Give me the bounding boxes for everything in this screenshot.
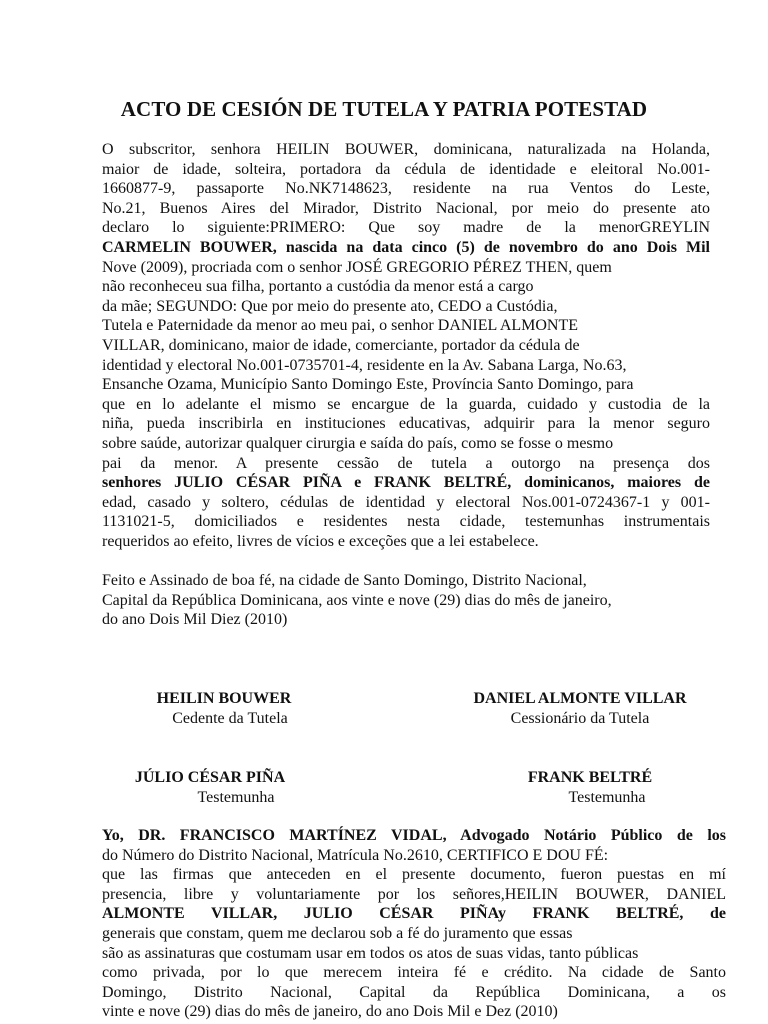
declaration-line: O subscritor, senhora HEILIN BOUWER, dominicana, naturalizada na Holanda,	[102, 141, 710, 158]
declaration-line: Ensanche Ozama, Município Santo Domingo Este, Província Santo Domingo, para	[102, 376, 634, 394]
declaration-line: maior de idade, solteira, portadora da cédula de identidade e eleitoral No.001-	[102, 160, 710, 178]
declaration-line: 1660877-9, passaporte No.NK7148623, residente na rua Ventos do Leste,	[102, 180, 710, 198]
witness2-role: Testemunha	[568, 789, 646, 806]
document-title: ACTO DE CESIÓN DE TUTELA Y PATRIA POTESTAD	[120, 97, 648, 121]
declaration-line: identidad y electoral No.001-0735701-4, residente en la Av. Sabana Larga, No.63,	[102, 356, 627, 374]
notary-line: são as assinaturas que costumam usar em todos os atos de suas vidas, tanto públicas	[102, 944, 639, 962]
declaration-line: que en lo adelante el mismo se encargue de la guarda, cuidado y custodia de la	[102, 395, 710, 413]
notary-line: como privada, por lo que merecem inteira fé e crédito. Na cidade de Santo	[102, 964, 726, 982]
notary-certification	[102, 826, 726, 1022]
cedente-role: Cedente da Tutela	[172, 710, 288, 727]
notary-line: Domingo, Distrito Nacional, Capital da República Dominicana, a os	[102, 983, 726, 1001]
declaration-line: requeridos ao efeito, livres de vícios e exceções que a lei estabelece.	[102, 532, 539, 550]
declaration-line: Tutela e Paternidade da menor ao meu pai, o senhor DANIEL ALMONTE	[102, 317, 579, 335]
notary-line: presencia, libre y voluntariamente por los señores,HEILIN BOUWER, DANIEL	[102, 885, 726, 903]
notary-line: que las firmas que anteceden en el presente documento, fueron puestas en mí	[102, 866, 726, 884]
signing-line: Capital da República Dominicana, aos vinte e nove (29) dias do mês de janeiro,	[102, 591, 612, 609]
cessionario-name: DANIEL ALMONTE VILLAR	[473, 690, 687, 707]
declaration-line: sobre saúde, autorizar qualquer cirurgia e saída do país, como se fosse o mesmo	[102, 434, 614, 452]
declaration-line: declaro lo siguiente:PRIMERO: Que soy madre de la menorGREYLIN	[102, 219, 710, 237]
declaration-line: não reconheceu sua filha, portanto a custódia da menor está a cargo	[102, 278, 534, 296]
signing-line: do ano Dois Mil Diez (2010)	[102, 611, 288, 629]
notary-line: Yo, DR. FRANCISCO MARTÍNEZ VIDAL, Advogado Notário Público de los	[102, 827, 726, 844]
declaration-line: No.21, Buenos Aires del Mirador, Distrito Nacional, por meio do presente ato	[102, 199, 710, 217]
declaration-line: 1131021-5, domiciliados e residentes nesta cidade, testemunhas instrumentais	[102, 513, 710, 531]
witness1-role: Testemunha	[197, 789, 275, 806]
declaration-line: edad, casado y soltero, cédulas de identidad y electoral Nos.001-0724367-1 y 001-	[102, 493, 710, 511]
declaration-line: senhores JULIO CÉSAR PIÑA e FRANK BELTRÉ, dominicanos, maiores de	[102, 474, 710, 492]
notary-line: generais que constam, quem me declarou sob a fé do juramento que essas	[102, 924, 573, 942]
declaration-line: niña, pueda inscribirla en instituciones educativas, adquirir para la menor seguro	[102, 415, 710, 433]
witness1-name: JÚLIO CÉSAR PIÑA	[134, 769, 286, 786]
notary-line: do Número do Distrito Nacional, Matrícula No.2610, CERTIFICO E DOU FÉ:	[102, 846, 609, 864]
signing-paragraph	[102, 571, 710, 630]
signature-witness-1	[110, 768, 310, 808]
declaration-line: CARMELIN BOUWER, nascida na data cinco (5) de novembro do ano Dois Mil	[102, 238, 710, 256]
declaration-line: VILLAR, dominicano, maior de idade, comerciante, portador da cédula de	[102, 336, 580, 354]
witness2-name: FRANK BELTRÉ	[527, 769, 653, 786]
declaration-line: pai da menor. A presente cessão de tutela a outorgo na presença dos	[102, 454, 710, 472]
cessionario-role: Cessionário da Tutela	[510, 710, 650, 727]
signature-cedente	[124, 689, 324, 729]
cedente-name: HEILIN BOUWER	[156, 690, 292, 707]
declaration-paragraph	[102, 140, 710, 551]
notary-line: vinte e nove (29) dias do mês de janeiro, do ano Dois Mil e Dez (2010)	[102, 1003, 558, 1021]
signature-witness-2	[490, 768, 690, 808]
declaration-line: da mãe; SEGUNDO: Que por meio do presente ato, CEDO a Custódia,	[102, 297, 558, 315]
declaration-line: Nove (2009), procriada com o senhor JOSÉ GREGORIO PÉREZ THEN, quem	[102, 258, 612, 276]
signing-line: Feito e Assinado de boa fé, na cidade de Santo Domingo, Distrito Nacional,	[102, 572, 587, 589]
signature-cessionario	[452, 689, 708, 729]
notary-line: ALMONTE VILLAR, JULIO CÉSAR PIÑAy FRANK BELTRÉ, de	[102, 905, 726, 923]
